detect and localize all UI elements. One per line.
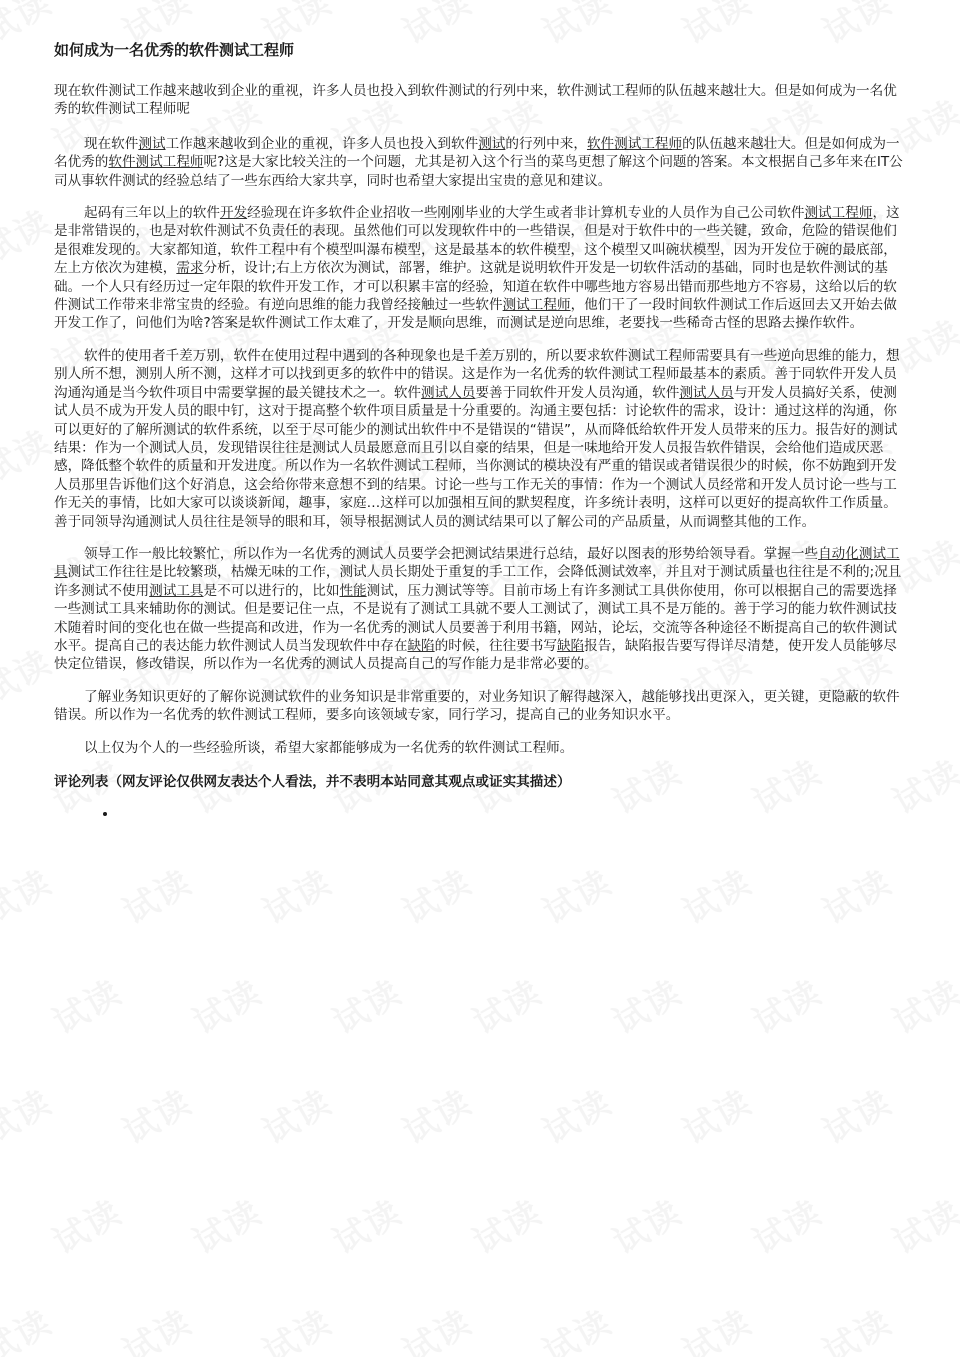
paragraph-text: 了解业务知识更好的了解你说测试软件的业务知识是非常重要的，对业务知识了解得越深入，越能够找出更深入，更关键，更隐蔽的软件错误。所以作为一名优秀的软件测试工程师，要多向该领域专家，同行学习，提高自己的业务知识水平。 (54, 688, 900, 724)
inline-keyword-link[interactable]: 开发 (219, 205, 248, 222)
paragraph-text: 的队伍越来越壮大。但是如何成为一名优秀的 (54, 135, 900, 171)
watermark-text (883, 965, 960, 1043)
watermark-text (953, 635, 960, 713)
paragraph-text: 分析，设计;右上方依次为测试，部署，维护。这就是说明软件开发是一切软件活动的基础，同时也是软件测试的基础。一个人只有经历过一定年限的软件开发工作，才可以积累丰富的经验，知道在软件中哪些地方容易出错而那些地方不容易，这给以后的软件测试工作带来非常宝贵的经验。有逆向思维的能力我曾经接触过一些软件 (54, 260, 897, 314)
paragraph-text: 软件的使用者千差万别，软件在使用过程中遇到的各种现象也是千差万别的，所以要求软件测试工程师需要具有一些逆向思维的能力，想别人所不想，测别人所不测，这样才可以找到更多的软件中的错误。这是作为一名优秀的软件测试工程师最基本的素质。善于同软件开发人员沟通沟通是当今软件项目中需要掌握的最关键技术之一。软件 (54, 347, 900, 401)
watermark-text (0, 0, 59, 54)
watermark-text (953, 415, 960, 493)
paragraph-text: 以上仅为个人的一些经验所谈，希望大家都能够成为一名优秀的软件测试工程师。 (84, 739, 574, 756)
paragraph-text: 的行列中来， (505, 135, 587, 152)
watermark-text (253, 1075, 340, 1153)
paragraph-text: 测试，压力测试等等。目前市场上有许多测试工具供你使用，你可以根据自己的需要选择一些测试工具来辅助你的测试。但是要记住一点，不是说有了测试工具就不要人工测试了，测试工具不是万能的。善于学习的能力软件测试技术随着时间的变化也在做一些提高和改进，作为一名优秀的测试人员要善于利用书籍，网站，论坛，交流等各种途径不断提高自己的软件测试水平。提高自己的表达能力软件测试人员当发现软件中存在 (54, 582, 897, 654)
inline-keyword-link[interactable]: 测试 (478, 135, 506, 152)
paragraph-text: 经验现在许多软件企业招收一些刚刚毕业的大学生或者非计算机专业的人员作为自己公司软件 (247, 205, 805, 222)
watermark-text (953, 1075, 960, 1153)
watermark-text (323, 965, 410, 1043)
comment-list-item (118, 805, 910, 823)
watermark-text (673, 855, 760, 933)
watermark-text (0, 1295, 59, 1357)
watermark-text (953, 0, 960, 54)
paragraph-text: 与开发人员搞好关系，使测试人员不成为开发人员的眼中钉，这对于提高整个软件项目质量是十分重要的。沟通主要包括：讨论软件的需求，设计：通过这样的沟通，你可以更好的了解所测试的软件系统，以至于尽可能少的测试出软件中不是错误的“错误”，从而降低给软件开发人员带来的压力。报告好的测试结果：作为一个测试人员，发现错误往往是测试人员最愿意而且引以自豪的结果，但是一味地给开发人员报告软件错误，会给他们造成厌恶感，降低整个软件的质量和开发进度。所以作为一名软件测试工程师，当你测试的模块没有严重的错误或者错误很少的时候，你不妨跑到开发人员那里告诉他们这个好消息，这会给你带来意想不到的结果。讨论一些与工作无关的事情：作为一个测试人员经常和开发人员讨论一些与工作无关的事情，比如大家可以谈谈新闻，趣事，家庭…这样可以加强相互间的默契程度，许多统计表明，这样可以更好的提高软件工作质量。善于同领导沟通测试人员往往是领导的眼和耳，领导根据测试人员的测试结果可以了解公司的产品质量，从而调整其他的工作。 (54, 384, 898, 530)
inline-keyword-link[interactable]: 软件测试工程师 (586, 135, 683, 152)
paragraph-text: 呢?这是大家比较关注的一个问题，尤其是初入这个行当的菜鸟更想了解这个问题的答案。本文根据自己多年来在IT公司从事软件测试的经验总结了一些东西给大家共享，同时也希望大家提出宝贵的意见和建议。 (54, 154, 903, 189)
inline-keyword-link[interactable]: 缺陷 (556, 637, 585, 654)
watermark-text (533, 1075, 620, 1153)
watermark-text (883, 1185, 960, 1263)
watermark-text (743, 1185, 830, 1263)
watermark-text (0, 855, 59, 933)
watermark-text (113, 1075, 200, 1153)
watermark-text (43, 965, 130, 1043)
watermark-text (43, 1185, 130, 1263)
inline-keyword-link[interactable]: 软件测试工程师 (108, 154, 204, 171)
paragraph-text: 报告，缺陷报告要写得详尽清楚，使开发人员能够尽快定位错误，修改错误，所以作为一名优秀的测试人员提高自己的写作能力是非常必要的。 (54, 637, 897, 673)
watermark-text (813, 1295, 900, 1357)
watermark-text (603, 965, 690, 1043)
watermark-text (673, 1295, 760, 1357)
inline-keyword-link[interactable]: 测试工程师 (804, 205, 873, 222)
article-paragraph (54, 545, 910, 674)
watermark-text (183, 1185, 270, 1263)
paragraph-text: 领导工作一般比较繁忙，所以作为一名优秀的测试人员要学会把测试结果进行总结，最好以图表的形势给领导看。掌握一些 (84, 545, 819, 562)
article-paragraph (54, 204, 910, 333)
watermark-text (463, 965, 550, 1043)
paragraph-text: 工作越来越收到企业的重视，许多人员也投入到软件 (165, 135, 479, 152)
watermark-text (0, 195, 59, 273)
paragraph-text: 起码有三年以上的软件 (84, 205, 220, 222)
paragraph-text: 是不可以进行的，比如 (203, 582, 340, 599)
watermark-text (463, 1185, 550, 1263)
article-paragraph (54, 739, 910, 757)
watermark-text (0, 1075, 59, 1153)
watermark-text (393, 855, 480, 933)
watermark-text (673, 1075, 760, 1153)
watermark-text (113, 1295, 200, 1357)
paragraph-text: ，这是非常错误的，也是对软件测试不负责任的表现。虽然他们可以发现软件中的一些错误，但是对于软件中的一些关键，致命，危险的错误他们是很难发现的。大家都知道，软件工程中有个模型叫瀑布模型，这是最基本的软件模型，这个模型又叫碗状模型，因为开发位于碗的最底部，左上方依次为建模， (54, 205, 900, 277)
article-page (54, 40, 910, 823)
inline-keyword-link[interactable]: 测试人员 (679, 384, 734, 401)
watermark-text (253, 1295, 340, 1357)
inline-keyword-link[interactable]: 自动化测试工具 (54, 545, 900, 581)
article-paragraph (54, 347, 910, 531)
comments-title: 评论列表（网友评论仅供网友表达个人看法，并不表明本站同意其观点或证实其描述） (54, 774, 571, 790)
inline-keyword-link[interactable]: 测试工具 (149, 582, 204, 599)
inline-keyword-link[interactable]: 测试工程师 (502, 297, 571, 314)
watermark-text (323, 1185, 410, 1263)
watermark-text (0, 415, 59, 493)
watermark-text (533, 855, 620, 933)
article-paragraph (54, 688, 910, 725)
watermark-text (603, 1185, 690, 1263)
watermark-text (813, 1075, 900, 1153)
watermark-text (533, 1295, 620, 1357)
paragraph-text: 的时候，往往要书写 (434, 637, 557, 654)
article-body (54, 135, 910, 757)
watermark-text (253, 855, 340, 933)
watermark-text (113, 855, 200, 933)
inline-keyword-link[interactable]: 需求 (176, 260, 204, 277)
inline-keyword-link[interactable]: 性能 (339, 582, 367, 599)
watermark-text (743, 965, 830, 1043)
comment-list (54, 805, 910, 823)
article-summary: 现在软件测试工作越来越收到企业的重视，许多人员也投入到软件测试的行列中来，软件测试工程师的队伍越来越壮大。但是如何成为一名优秀的软件测试工程师呢 (54, 83, 897, 118)
paragraph-text: 现在软件 (84, 135, 139, 152)
watermark-text (953, 1295, 960, 1357)
watermark-text (0, 635, 59, 713)
inline-keyword-link[interactable]: 测试人员 (421, 384, 476, 401)
article-paragraph (54, 135, 910, 190)
paragraph-text: 要善于同软件开发人员沟通，软件 (475, 384, 680, 401)
inline-keyword-link[interactable]: 测试 (138, 135, 166, 152)
watermark-text (393, 1075, 480, 1153)
watermark-text (953, 195, 960, 273)
watermark-text (953, 855, 960, 933)
watermark-text (393, 1295, 480, 1357)
watermark-text (183, 965, 270, 1043)
watermark-text (813, 855, 900, 933)
paragraph-text: ，他们干了一段时间软件测试工作后返回去又开始去做开发工作了，问他们为啥?答案是软件测试工作太难了，开发是顺向思维，而测试是逆向思维，老要找一些稀奇古怪的思路去操作软件。 (54, 297, 897, 332)
article-title: 如何成为一名优秀的软件测试工程师 (54, 41, 295, 59)
inline-keyword-link[interactable]: 缺陷 (407, 637, 435, 654)
paragraph-text: 测试工作往往是比较繁琐，枯燥无味的工作，测试人员长期处于重复的手工工作，会降低测试效率，并且对于测试质量也往往是不利的;况且许多测试不使用 (54, 564, 902, 599)
